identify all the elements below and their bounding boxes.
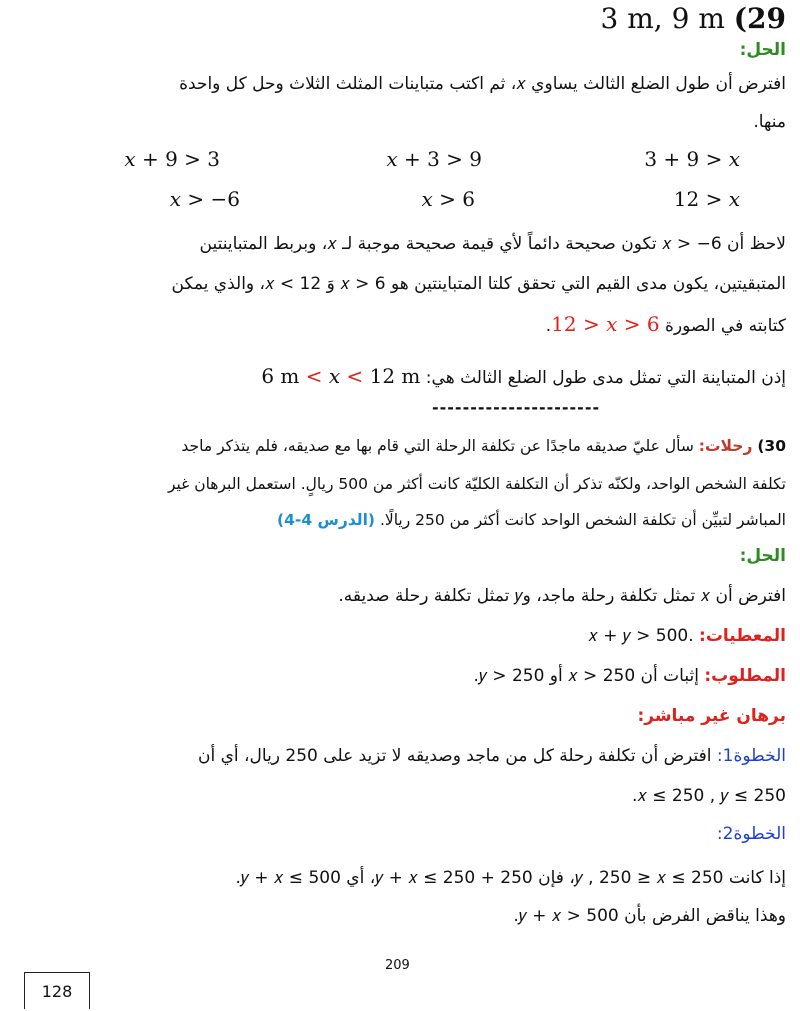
problem-dimensions: 3 m, 9 m bbox=[600, 2, 725, 35]
page-box-number: 128 bbox=[24, 972, 90, 1009]
required-expression: إثبات أن 250 < 𝑥 أو 250 < 𝑦. bbox=[473, 666, 705, 686]
lesson-reference: (الدرس 4-4) bbox=[276, 511, 375, 529]
p30-topic: رحلات: bbox=[698, 437, 753, 455]
required-label: المطلوب: bbox=[704, 666, 786, 686]
p29-intro: افترض أن طول الضلع الثالث يساوي 𝑥، ثم اكتب متباينات المثلث الثلاث وحل كل واحدة bbox=[179, 74, 786, 94]
step-1 bbox=[198, 744, 786, 768]
step1-text: افترض أن تكلفة رحلة كل من ماجد وصديقه لا تزيد على 250 ريال، أي أن bbox=[198, 746, 717, 766]
problem-header bbox=[601, 2, 786, 36]
ineq-2: 𝑥 + 3 > 9 bbox=[386, 147, 482, 171]
p30-line-1 bbox=[181, 434, 786, 458]
p29-note-1: لاحظ أن 6− < 𝑥 تكون صحيحة دائماً لأي قيمة صحيحة موجبة لـ 𝑥، وبربط المتباينتين bbox=[199, 234, 786, 254]
p30-text-1: سأل عليّ صديقه ماجدًا عن تكلفة الرحلة التي قام بها مع صديقه، فلم يتذكر ماجد bbox=[181, 437, 694, 455]
ineq-3: 𝑥 + 9 > 3 bbox=[124, 147, 220, 171]
note3-prefix: كتابته في الصورة bbox=[659, 316, 786, 336]
p29-note-2: المتبقيتين، يكون مدى القيم التي تحقق كلتا المتباينتين هو 6 < 𝑥 وَ 𝑥 < 12، والذي يمكن bbox=[171, 274, 786, 294]
p30-given bbox=[588, 624, 786, 648]
p30-text-3: المباشر لتبيِّن أن تكلفة الشخص الواحد كانت أكثر من 250 ريالًا. bbox=[379, 511, 786, 529]
given-expression: .𝑥 + 𝑦 > 500 bbox=[588, 626, 700, 646]
p30-number: 30) bbox=[757, 437, 786, 455]
step2-contradiction: وهذا يناقض الفرض بأن 500 < 𝑦 + 𝑥. bbox=[513, 906, 786, 926]
p30-line-2: تكلفة الشخص الواحد، ولكنّه تذكر أن التكلفة الكليّة كانت أكثر من 500 ريالٍ. استعمل البرهان غير bbox=[167, 475, 786, 493]
indirect-proof-label: برهان غير مباشر: bbox=[637, 706, 786, 726]
separator-line: ---------------------- bbox=[432, 398, 601, 417]
solution-label: الحل: bbox=[739, 40, 786, 60]
conclusion-right: 12 m bbox=[369, 364, 421, 388]
page-number: 209 bbox=[385, 958, 410, 973]
step1-expression: .𝑥 ≤ 250 , 𝑦 ≤ 250 bbox=[631, 786, 786, 806]
given-label: المعطيات: bbox=[699, 626, 786, 646]
problem-number: (29 bbox=[733, 2, 786, 35]
p30-required bbox=[474, 664, 786, 688]
ineq-6: 𝑥 > −6 bbox=[169, 187, 240, 211]
conclusion-lt-1: < bbox=[305, 364, 323, 388]
note3-suffix: . bbox=[545, 316, 552, 336]
p30-line-3 bbox=[277, 508, 786, 532]
p30-assume: افترض أن 𝑥 تمثل تكلفة رحلة ماجد، و𝑦 تمثل تكلفة رحلة صديقه. bbox=[338, 586, 786, 606]
ineq-1: 3 + 9 > 𝑥 bbox=[644, 147, 740, 171]
step2-text: إذا كانت 250 ≥ 𝑦 , 250 ≥ 𝑥، فإن 250 + 250 ≥ 𝑦 + 𝑥، أي 500 ≥ 𝑦 + 𝑥. bbox=[235, 868, 786, 888]
conclusion-x: 𝑥 bbox=[328, 364, 341, 388]
conclusion-text: إذن المتباينة التي تمثل مدى طول الضلع الثالث هي: bbox=[420, 368, 786, 388]
ineq-4: 12 > 𝑥 bbox=[673, 187, 740, 211]
step1-label: الخطوة1: bbox=[716, 746, 786, 766]
p29-conclusion bbox=[261, 364, 786, 390]
conclusion-inequality bbox=[261, 364, 420, 388]
p29-intro-2: منها. bbox=[753, 112, 786, 132]
note3-expression: 12 > 𝑥 > 6 bbox=[551, 312, 660, 336]
solution-label-2: الحل: bbox=[739, 546, 786, 566]
step2-label: الخطوة2: bbox=[716, 824, 786, 844]
ineq-5: 𝑥 > 6 bbox=[421, 187, 475, 211]
conclusion-lt-2: < bbox=[346, 364, 364, 388]
conclusion-left: 6 m bbox=[261, 364, 300, 388]
p29-note-3 bbox=[546, 312, 786, 338]
